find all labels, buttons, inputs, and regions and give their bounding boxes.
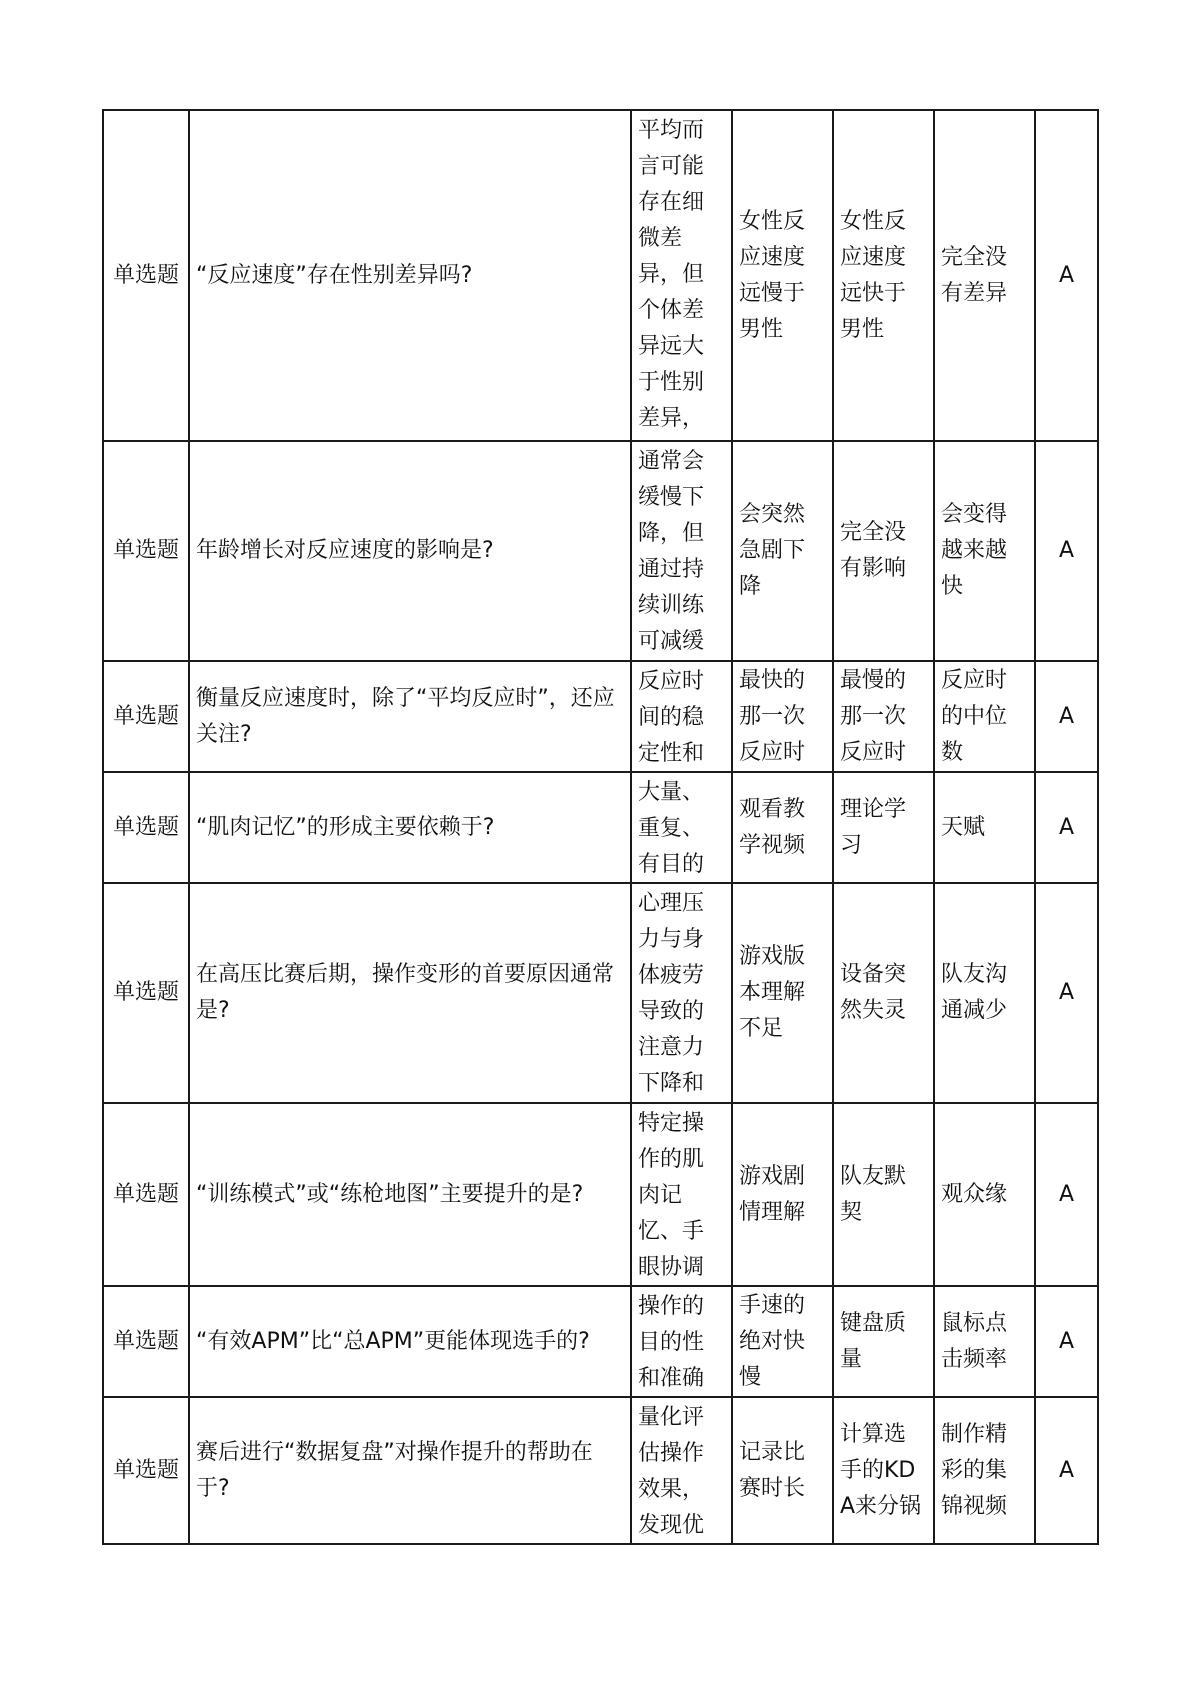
- table-row: [103, 661, 1098, 772]
- table-row: [103, 1103, 1098, 1286]
- option-b-cell: 游戏剧情理解: [732, 1103, 833, 1286]
- answer-cell: A: [1035, 441, 1098, 661]
- question-type-cell: 单选题: [103, 110, 189, 441]
- option-b-cell: 记录比赛时长: [732, 1397, 833, 1544]
- question-cell: 赛后进行“数据复盘”对操作提升的帮助在于?: [189, 1397, 631, 1544]
- question-cell: 年龄增长对反应速度的影响是?: [189, 441, 631, 661]
- option-b-cell: 最快的那一次反应时: [732, 661, 833, 772]
- table-row: [103, 883, 1098, 1103]
- option-b-cell: 游戏版本理解不足: [732, 883, 833, 1103]
- question-cell: 衡量反应速度时，除了“平均反应时”，还应关注?: [189, 661, 631, 772]
- table-row: [103, 1397, 1098, 1544]
- option-a-cell: 心理压力与身体疲劳导致的注意力下降和: [631, 883, 732, 1103]
- option-b-cell: 手速的绝对快慢: [732, 1286, 833, 1397]
- question-cell: “反应速度”存在性别差异吗?: [189, 110, 631, 441]
- option-c-cell: 队友默契: [833, 1103, 934, 1286]
- option-b-cell: 会突然急剧下降: [732, 441, 833, 661]
- option-c-cell: 理论学习: [833, 772, 934, 883]
- question-type-cell: 单选题: [103, 1286, 189, 1397]
- option-d-cell: 队友沟通减少: [934, 883, 1035, 1103]
- option-d-cell: 天赋: [934, 772, 1035, 883]
- option-d-cell: 完全没有差异: [934, 110, 1035, 441]
- option-a-cell: 反应时间的稳定性和: [631, 661, 732, 772]
- question-cell: 在高压比赛后期，操作变形的首要原因通常是?: [189, 883, 631, 1103]
- answer-cell: A: [1035, 661, 1098, 772]
- question-cell: “肌肉记忆”的形成主要依赖于?: [189, 772, 631, 883]
- answer-cell: A: [1035, 1286, 1098, 1397]
- question-type-cell: 单选题: [103, 1397, 189, 1544]
- option-a-cell: 特定操作的肌肉记忆、手眼协调: [631, 1103, 732, 1286]
- question-cell: “有效APM”比“总APM”更能体现选手的?: [189, 1286, 631, 1397]
- table-row: [103, 110, 1098, 441]
- option-d-cell: 会变得越来越快: [934, 441, 1035, 661]
- question-type-cell: 单选题: [103, 441, 189, 661]
- question-cell: “训练模式”或“练枪地图”主要提升的是?: [189, 1103, 631, 1286]
- table-row: [103, 1286, 1098, 1397]
- option-d-cell: 反应时的中位数: [934, 661, 1035, 772]
- question-type-cell: 单选题: [103, 772, 189, 883]
- answer-cell: A: [1035, 883, 1098, 1103]
- option-c-cell: 计算选手的KDA来分锅: [833, 1397, 934, 1544]
- option-d-cell: 鼠标点击频率: [934, 1286, 1035, 1397]
- option-b-cell: 女性反应速度远慢于男性: [732, 110, 833, 441]
- option-a-cell: 量化评估操作效果，发现优: [631, 1397, 732, 1544]
- table-row: [103, 772, 1098, 883]
- answer-cell: A: [1035, 110, 1098, 441]
- option-c-cell: 完全没有影响: [833, 441, 934, 661]
- option-a-cell: 平均而言可能存在细微差异，但个体差异远大于性别差异，: [631, 110, 732, 441]
- option-a-cell: 操作的目的性和准确: [631, 1286, 732, 1397]
- option-d-cell: 制作精彩的集锦视频: [934, 1397, 1035, 1544]
- table-row: [103, 441, 1098, 661]
- answer-cell: A: [1035, 772, 1098, 883]
- question-table: [102, 109, 1099, 1545]
- option-a-cell: 通常会缓慢下降，但通过持续训练可减缓: [631, 441, 732, 661]
- option-c-cell: 键盘质量: [833, 1286, 934, 1397]
- option-c-cell: 设备突然失灵: [833, 883, 934, 1103]
- option-c-cell: 最慢的那一次反应时: [833, 661, 934, 772]
- option-c-cell: 女性反应速度远快于男性: [833, 110, 934, 441]
- answer-cell: A: [1035, 1397, 1098, 1544]
- answer-cell: A: [1035, 1103, 1098, 1286]
- option-b-cell: 观看教学视频: [732, 772, 833, 883]
- question-type-cell: 单选题: [103, 661, 189, 772]
- question-type-cell: 单选题: [103, 1103, 189, 1286]
- option-d-cell: 观众缘: [934, 1103, 1035, 1286]
- option-a-cell: 大量、重复、有目的: [631, 772, 732, 883]
- question-type-cell: 单选题: [103, 883, 189, 1103]
